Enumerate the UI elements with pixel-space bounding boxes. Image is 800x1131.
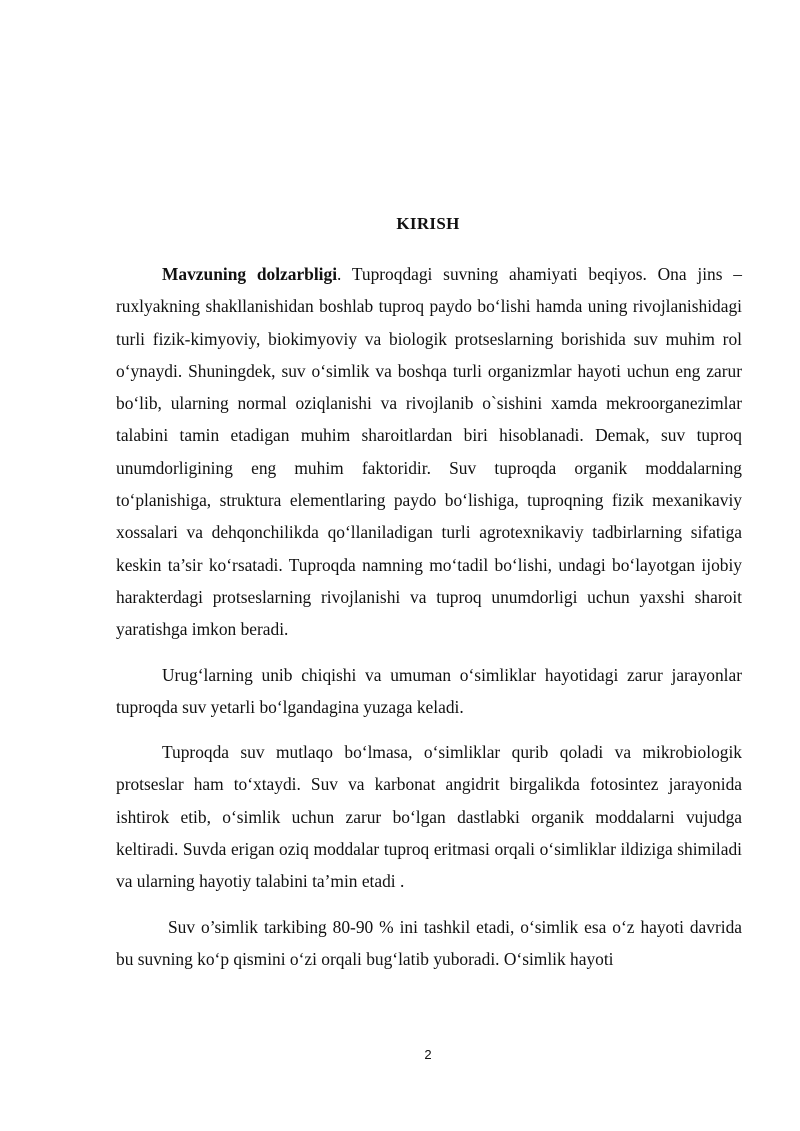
page-title: KIRISH <box>396 214 460 233</box>
paragraph-relevance <box>116 258 742 646</box>
paragraph-text: . Tuproqdagi suvning ahamiyati beqiyos. Ona jins – ruxlyakning shakllanishidan boshlab tuproq paydo bo‘lishi hamda uning rivojlanishidagi turli fizik-kimyoviy, biokimyoviy va biologik protseslarning borishida suv muhim rol o‘ynaydi. Shuningdek, suv o‘simlik va boshqa turli organizmlar hayoti uchun eng zarur bo‘lib, ularning normal oziqlanishi va rivojlanib o`sishini xamda mekroorganezimlar talabini tamin etadigan muhim sharoitlardan biri hisoblanadi. Demak, suv tuproq unumdorligining eng muhim faktoridir. Suv tuproqda organik moddalarning to‘planishiga, struktura elementlaring paydo bo‘lishiga, tuproqning fizik mexanikaviy xossalari va dehqonchilikda qo‘llaniladigan turli agrotexnikaviy tadbirlarning sifatiga keskin ta’sir ko‘rsatadi. Tuproqda namning mo‘tadil bo‘lishi, undagi bo‘layotgan ijobiy harakterdagi protseslarning rivojlanishi va tuproq unumdorligi uchun yaxshi sharoit yaratishga imkon beradi. <box>116 264 742 640</box>
paragraph-plant-composition: Suv o’simlik tarkibing 80-90 % ini tashkil etadi, o‘simlik esa o‘z hayoti davrida bu suvning ko‘p qismini o‘zi orqali bug‘latib yuboradi. O‘simlik hayoti <box>116 916 742 969</box>
paragraph-seed-germination: Urug‘larning unib chiqishi va umuman o‘simliklar hayotidagi zarur jarayonlar tuproqda suv yetarli bo‘lgandagina yuzaga keladi. <box>116 664 742 717</box>
body-text <box>116 258 742 975</box>
page-number: 2 <box>424 1047 432 1062</box>
paragraph-lead: Mavzuning dolzarbligi <box>162 264 338 284</box>
paragraph-water-absence: Tuproqda suv mutlaqo bo‘lmasa, o‘simliklar qurib qoladi va mikrobiologik protseslar ham to‘xtaydi. Suv va karbonat angidrit birgalikda fotosintez jarayonida ishtirok etib, o‘simlik uchun zarur bo‘lgan dastlabki organik moddalarni vujudga keltiradi. Suvda erigan oziq moddalar tuproq eritmasi orqali o‘simliklar ildiziga shimiladi va ularning hayotiy talabini ta’min etadi . <box>116 742 742 892</box>
